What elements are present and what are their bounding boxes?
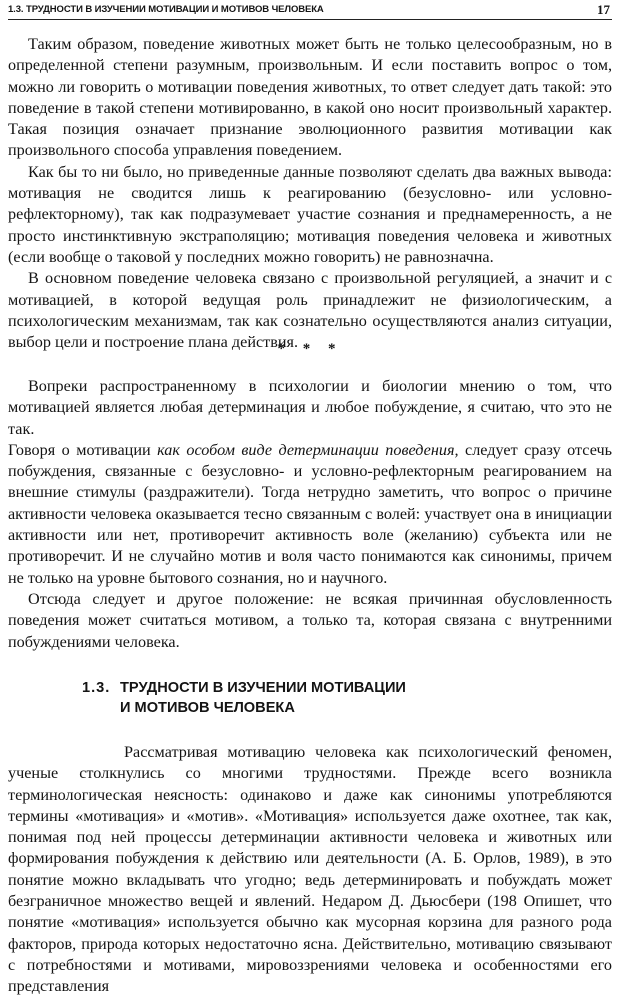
paragraph-text: следует сразу отсечь побуждения, связанные с безусловно- и условно-рефлекторным реагированием на внешние стимулы (раздражители). Тогда нетрудно заметить, что вопрос о причине активности человека оказывается тесно связанным с волей: участвует она в инициации активности или нет, противоречит активность воле (желанию) субъекта или не противоречит. И не случайно мотив и воля часто понимаются как синонимы, причем не только на уровне бытового сознания, но и научного.: [8, 440, 612, 587]
text-block-difficulties: [8, 742, 612, 998]
page-number: 17: [597, 2, 610, 17]
paragraph: [8, 440, 612, 589]
section-heading: [82, 678, 512, 718]
section-title-line1: ТРУДНОСТИ В ИЗУЧЕНИИ МОТИВАЦИИ: [120, 680, 406, 696]
section-number: 1.3.: [82, 680, 111, 696]
paragraph-text: Говоря о мотивации: [8, 440, 158, 459]
emphasis-text: как особом виде детерминации поведения,: [157, 440, 459, 459]
paragraph: Рассматривая мотивацию человека как психологический феномен, ученые столкнулись со многими трудностями. Прежде всего возникла терминологическая неясность: одинаково и даже как синонимы употребляются термины «мотивация» и «мотив». «Мотивация» используется даже охотнее, так как, понимая под ней процессы детерминации активности человека и животных или формирования побуждения к действию или деятельности (А. Б. Орлов, 1989), в это понятие можно вкладывать что угодно; ведь детерминировать и побуждать может безграничное множество вещей и явлений. Недаром Д. Дьюсбери (198 Опишет, что понятие «мотивация» используется обычно как мусорная корзина для разного рода факторов, природа которых недостаточно ясна. Действительно, мотивацию связывают с потребностями и мотивами, мировоззрениями человека и особенностями его представления: [8, 743, 612, 996]
running-title: 1.3. ТРУДНОСТИ В ИЗУЧЕНИИ МОТИВАЦИИ И МОТИВОВ ЧЕЛОВЕКА: [8, 4, 324, 15]
text-block-will-and-motive: [8, 376, 612, 653]
section-title-line2: И МОТИВОВ ЧЕЛОВЕКА: [120, 700, 295, 716]
paragraph: Как бы то ни было, но приведенные данные позволяют сделать два важных вывода: мотивация не сводится лишь к реагированию (безусловно- или условно-рефлекторному), так как подразумевает участие сознания и преднамеренность, а не просто инстинктивную экстраполяцию; мотивация поведения человека и животных (если вообще о таковой у последних можно говорить) не равнозначна.: [8, 162, 612, 266]
section-separator: * * *: [277, 341, 343, 357]
running-header: [8, 3, 612, 20]
paragraph: В основном поведение человека связано с произвольной регуляцией, а значит и с мотивацией, в которой ведущая роль принадлежит не физиологическим, а психологическим механизмам, так как сознательно осуществляются анализ ситуации, выбор цели и построение плана действия.: [8, 269, 612, 352]
paragraph: Отсюда следует и другое положение: не всякая причинная обусловленность поведения может считаться мотивом, а только та, которая связана с внутренними побуждениями человека.: [8, 589, 612, 651]
paragraph: Таким образом, поведение животных может быть не только целесообразным, но в определенной степени разумным, произвольным. И если поставить вопрос о том, можно ли говорить о мотивации поведения животных, то ответ следует дать такой: это поведение в такой степени мотивированно, в какой оно носит произвольный характер. Такая позиция означает признание эволюционного развития мотивации как произвольного способа управления поведением.: [8, 35, 612, 160]
text-block-animal-motivation: [8, 34, 612, 353]
paragraph: Вопреки распространенному в психологии и биологии мнению о том, что мотивацией является любая детерминация и любое побуждение, я считаю, что это не так.: [8, 377, 612, 438]
